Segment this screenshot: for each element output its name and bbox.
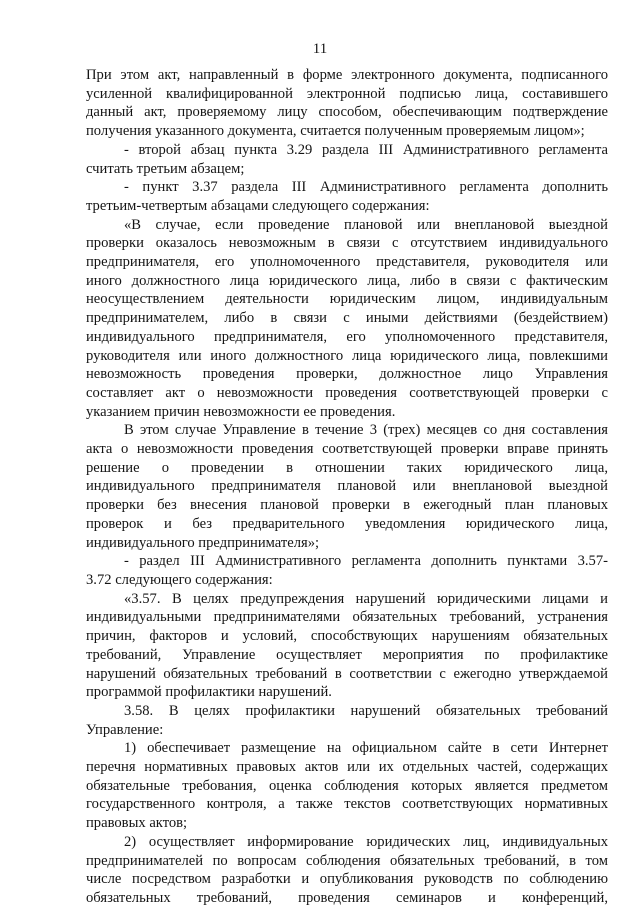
text-line: 1) обеспечивает размещение на официальном сайте в сети Интернет — [124, 740, 608, 757]
text-line: индивидуального предпринимателя, его уполномоченного представителя, — [86, 328, 608, 345]
text-line: нарушений обязательных требований в соответствии с ежегодно утверждаемой — [86, 665, 608, 682]
text-line: обязательные требования, оценка соблюдения которых является предметом — [86, 777, 608, 794]
text-line: иного должностного лица юридического лица, либо в связи с фактическим — [86, 272, 608, 289]
text-line: индивидуального предпринимателя плановой или внеплановой выездной — [86, 478, 608, 495]
text-line: В этом случае Управление в течение 3 (трех) месяцев со дня составления — [124, 422, 608, 439]
text-line: программой профилактики нарушений. — [86, 684, 332, 701]
text-line: индивидуальными предпринимателями обязательных требований, устранения — [86, 609, 608, 626]
text-line: данный акт, проверяемому лицу способом, обеспечивающим подтверждение — [86, 104, 608, 121]
text-line: невозможность проведения проверки, должностное лицо Управления — [86, 366, 608, 383]
text-line: причин, факторов и условий, способствующих нарушениям обязательных — [86, 628, 608, 645]
page-number: 11 — [312, 41, 328, 57]
text-line: - раздел III Административного регламента дополнить пунктами 3.57- — [124, 553, 608, 570]
text-line: усиленной квалифицированной электронной подписью лица, составившего — [86, 85, 608, 102]
text-line: «3.57. В целях предупреждения нарушений юридическими лицами и — [124, 590, 608, 607]
text-line: третьим-четвертым абзацами следующего содержания: — [86, 197, 430, 214]
text-line: индивидуального предпринимателя»; — [86, 534, 320, 551]
text-line: 3.72 следующего содержания: — [86, 571, 273, 588]
text-line: правовых актов; — [86, 815, 188, 832]
text-line: государственного контроля, а также текстов соответствующих нормативных — [86, 796, 608, 813]
text-line: 2) осуществляет информирование юридических лиц, индивидуальных — [124, 833, 608, 850]
text-line: неосуществлением деятельности юридическим лицом, индивидуальным — [86, 291, 608, 308]
text-line: составляет акт о невозможности проведения соответствующей проверки с — [86, 384, 608, 401]
text-line: проверок и без предварительного уведомления юридического лица, — [86, 515, 608, 532]
text-line: - второй абзац пункта 3.29 раздела III Административного регламента — [124, 141, 608, 158]
text-line: При этом акт, направленный в форме электронного документа, подписанного — [86, 67, 608, 83]
text-line: проверки без внесения плановой проверки в ежегодный план плановых — [86, 497, 608, 514]
text-line: числе посредством разработки и опубликования руководств по соблюдению — [86, 871, 608, 888]
text-line: руководителя или иного должностного лица юридического лица, повлекшими — [86, 347, 608, 364]
text-line: перечня нормативных правовых актов или их отдельных частей, содержащих — [86, 759, 608, 776]
text-line: акта о невозможности проведения соответствующей проверки вправе принять — [86, 441, 608, 458]
text-line: «В случае, если проведение плановой или внеплановой выездной — [124, 216, 608, 233]
text-line: - пункт 3.37 раздела III Административного регламента дополнить — [124, 179, 608, 196]
document-body — [86, 66, 608, 908]
text-line: предпринимателем, либо в связи с иными действиями (бездействием) — [86, 310, 608, 327]
text-line: предпринимателя, его уполномоченного представителя, руководителя или — [86, 254, 608, 271]
text-line: обязательных требований, проведения семинаров и конференций, — [86, 889, 608, 906]
text-line: проверки оказалось невозможным в связи с отсутствием индивидуального — [86, 235, 608, 252]
text-line: 3.58. В целях профилактики нарушений обязательных требований — [124, 702, 608, 719]
text-line: получения указанного документа, считается полученным проверяемым лицом»; — [86, 123, 585, 140]
text-line: предпринимателей по вопросам соблюдения обязательных требований, в том — [86, 852, 608, 869]
text-line: Управление: — [86, 721, 164, 738]
text-line: требований, Управление осуществляет мероприятия по профилактике — [86, 646, 608, 663]
text-line: решение о проведении в отношении таких юридического лица, — [86, 459, 608, 476]
text-line: считать третьим абзацем; — [86, 160, 245, 177]
text-line: указанием причин невозможности ее проведения. — [86, 403, 396, 420]
